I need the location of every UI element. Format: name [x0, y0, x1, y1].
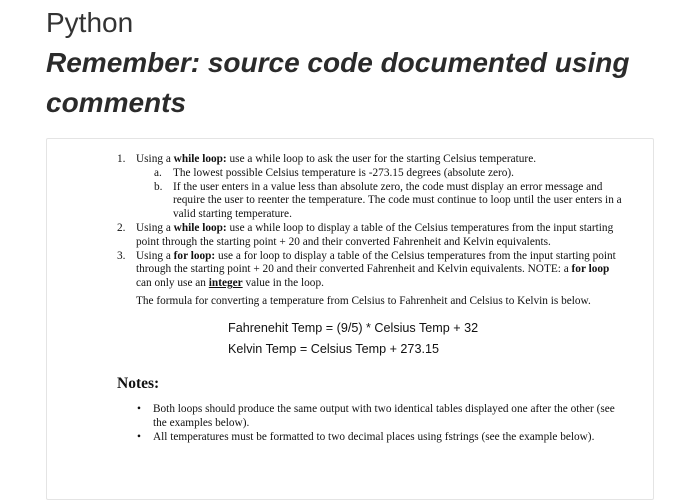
item-keyword: for loop:	[173, 249, 216, 262]
item-text	[117, 153, 627, 167]
sub-list-item	[117, 167, 627, 181]
formulas	[117, 318, 627, 360]
subject-title: Python	[46, 7, 134, 38]
for-loop-keyword: for loop	[571, 263, 610, 276]
headline-line-2: comments	[46, 87, 187, 118]
bullet-icon: •	[137, 431, 141, 444]
item-lead: Using a	[136, 153, 174, 165]
note-text: Both loops should produce the same output with two identical tables displayed one after the other (see the examples below).	[153, 402, 615, 429]
integer-keyword: integer	[208, 277, 243, 290]
sub-item-letter: a.	[154, 166, 162, 179]
item-text	[117, 250, 627, 291]
assignment-document	[117, 153, 627, 446]
note-item	[117, 431, 627, 445]
sub-item-letter: b.	[154, 180, 163, 193]
page-header	[46, 6, 686, 123]
item-body-3: value in the loop.	[242, 277, 324, 290]
list-item	[117, 153, 627, 167]
bullet-icon: •	[137, 402, 141, 415]
kelvin-formula: Kelvin Temp = Celsius Temp + 273.15	[228, 341, 439, 356]
item-keyword: while loop:	[173, 221, 227, 234]
assignment-document-image	[46, 138, 654, 500]
fahrenheit-formula: Fahrenehit Temp = (9/5) * Celsius Temp + 32	[228, 320, 479, 335]
notes-list	[117, 403, 627, 445]
item-lead: Using a	[136, 221, 174, 234]
item-text	[117, 222, 627, 250]
item-lead: Using a	[136, 249, 174, 262]
item-number: 2.	[117, 221, 126, 234]
formula-intro: The formula for converting a temperature from Celsius to Fahrenheit and Celsius to Kelvin is below.	[136, 294, 591, 307]
sub-item-text: The lowest possible Celsius temperature is -273.15 degrees (absolute zero).	[173, 166, 515, 179]
sub-list-item	[117, 181, 627, 222]
item-keyword: while loop:	[173, 153, 227, 165]
item-number: 1.	[117, 153, 126, 165]
note-text: All temperatures must be formatted to two decimal places using fstrings (see the example below).	[153, 431, 595, 444]
list-item	[117, 222, 627, 250]
item-body-2: can only use an	[136, 277, 209, 290]
list-item	[117, 250, 627, 291]
headline	[46, 43, 686, 123]
item-body: use a while loop to display a table of the Celsius temperatures from the input starting point through the starting point + 20 and their converted Fahrenheit and Kelvin equivalents.	[136, 221, 614, 248]
item-number: 3.	[117, 249, 126, 262]
item-body: use a for loop to display a table of the Celsius temperatures from the input starting point through the starting point + 20 and their converted Fahrenheit and Kelvin equivalents. NOTE: a	[136, 249, 616, 276]
notes-heading: Notes:	[117, 374, 160, 392]
sub-item-text: If the user enters in a value less than absolute zero, the code must display an error message and require the user to reenter the temperature. The code must continue to loop until the user enters in a valid starting temperature.	[173, 180, 622, 221]
headline-line-1: Remember: source code documented using	[46, 47, 630, 78]
item-body: use a while loop to ask the user for the starting Celsius temperature.	[226, 153, 537, 165]
note-item	[117, 403, 627, 431]
